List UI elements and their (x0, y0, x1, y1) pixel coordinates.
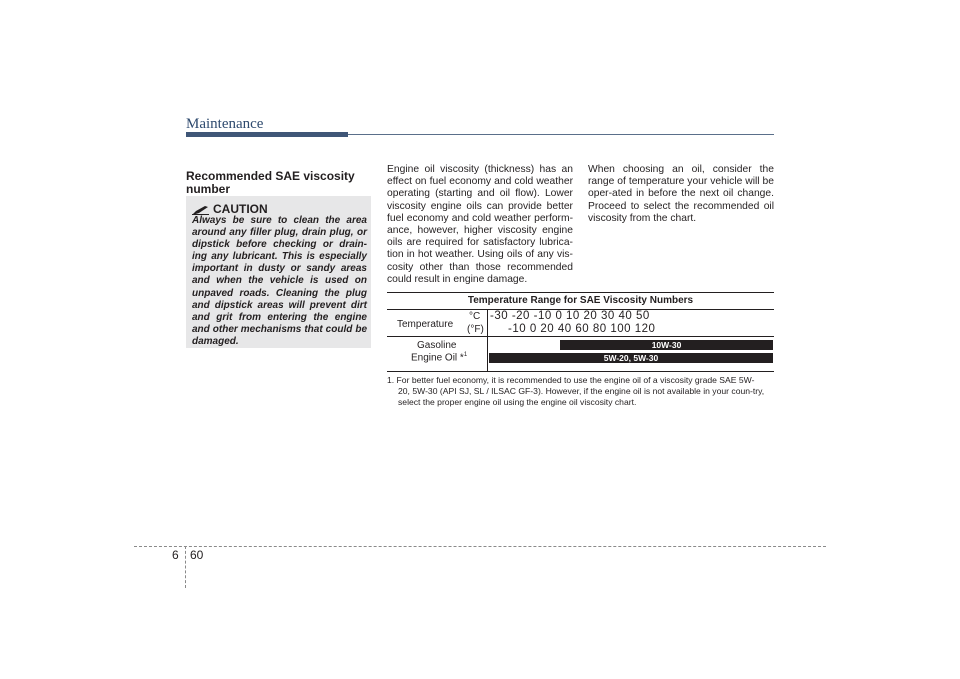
celsius-ticks: -30 -20 -10 0 10 20 30 40 50 (490, 310, 650, 322)
footnote (387, 375, 774, 408)
footnote-marker: 1 (463, 352, 468, 358)
chapter-number: 6 (172, 548, 179, 562)
engine-oil-text: Engine Oil * (411, 352, 464, 364)
section-heading: Recommended SAE viscosity number (186, 169, 355, 196)
pen-icon (192, 205, 210, 215)
row-label-temperature: Temperature (397, 319, 454, 330)
unit-celsius: °C (469, 311, 481, 322)
footnote-line1: 1. For better fuel economy, it is recommended to use the engine oil of a viscosity grade SAE 5W- (387, 375, 755, 385)
unit-fahrenheit: (°F) (467, 324, 484, 335)
caution-header (192, 202, 268, 216)
body-paragraph-choosing-oil: When choosing an oil, consider the range of temperature your vehicle will be oper-ated in before the next oil change. Proceed to select the recommended oil viscosity from the chart. (588, 164, 774, 224)
row-label-gasoline: Gasoline (417, 340, 457, 351)
footnote-line2: 20, 5W-30 (API SJ, SL / ILSAC GF-3). However, if the engine oil is not available in your coun-try, select the proper engine oil using the engine oil viscosity chart. (398, 386, 765, 407)
header-accent-bar (186, 132, 348, 137)
body-paragraph-viscosity: Engine oil viscosity (thickness) has an effect on fuel economy and cold weather operating (starting and oil flow). Lower viscosity engine oils can provide better fuel economy and cold weather perform-ance, however, higher viscosity engine oils are required for satisfactory lubrica-tion in hot weather. Using oils of any vis-cosity other than those recommended could result in engine damage. (387, 164, 573, 285)
footer-rule (134, 546, 826, 547)
chart-column-divider (487, 310, 488, 371)
chart-rule-mid (387, 336, 774, 337)
row-label-engine-oil (411, 352, 467, 363)
running-header: Maintenance (186, 116, 264, 132)
page-number: 60 (190, 548, 204, 562)
caution-box (186, 196, 371, 348)
viscosity-chart (387, 292, 774, 372)
viscosity-bar: 5W-20, 5W-30 (489, 353, 773, 363)
footer-divider (185, 546, 186, 588)
fahrenheit-ticks: -10 0 20 40 60 80 100 120 (508, 323, 656, 335)
viscosity-bar: 10W-30 (560, 340, 773, 350)
caution-text: Always be sure to clean the area around any filler plug, drain plug, or dipstick before checking or drain-ing any lubricant. This is especially important in dusty or sandy areas and when the vehicle is used on unpaved roads. Cleaning the plug and dipstick areas will prevent dirt and grit from entering the engine and other mechanisms that could be damaged. (192, 215, 367, 347)
caution-label: CAUTION (213, 202, 268, 216)
chart-title: Temperature Range for SAE Viscosity Numbers (467, 295, 694, 306)
